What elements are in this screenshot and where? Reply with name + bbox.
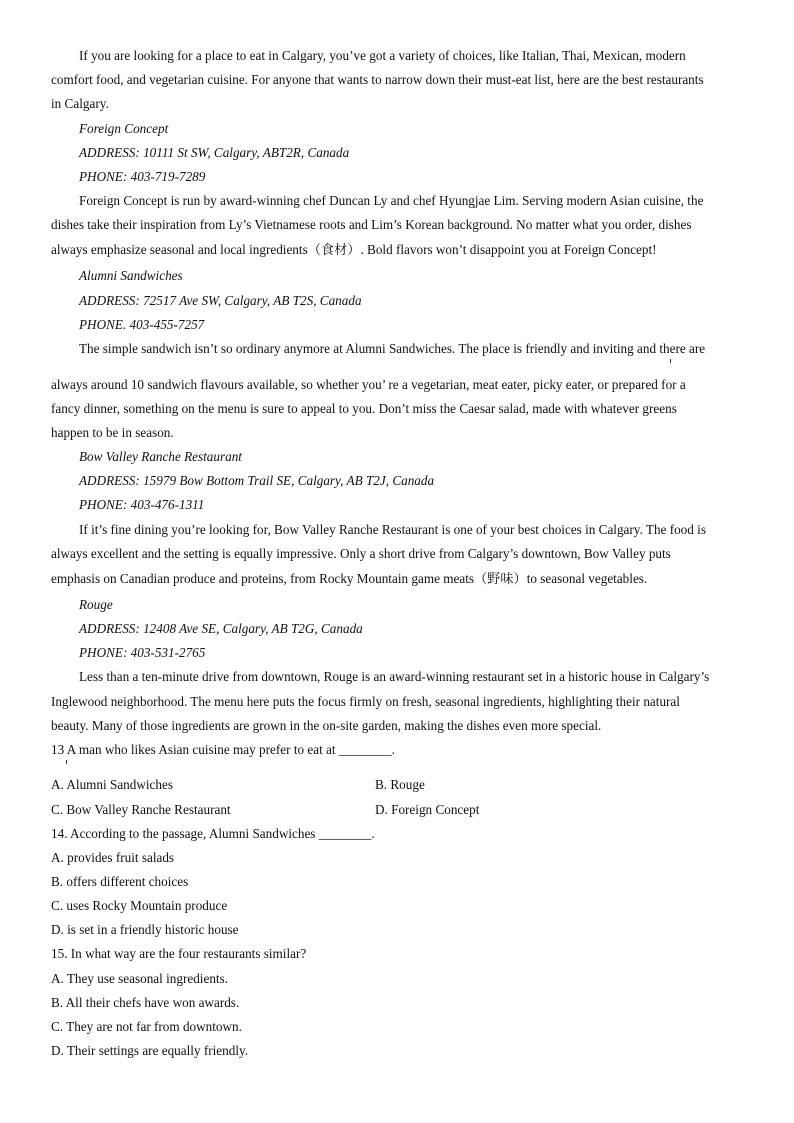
stray-comma-mark xyxy=(670,359,671,363)
restaurant-phone: PHONE. 403-455-7257 xyxy=(79,317,205,332)
answer-option[interactable]: C. uses Rocky Mountain produce xyxy=(51,898,228,913)
restaurant-description-line: Inglewood neighborhood. The menu here puts the focus firmly on fresh, seasonal ingredients, highlighting their natural xyxy=(51,694,680,709)
answer-option[interactable]: A. provides fruit salads xyxy=(51,850,175,865)
restaurant-description-line: Less than a ten-minute drive from downtown, Rouge is an award-winning restaurant set in a historic house in Calgary’s xyxy=(79,669,710,684)
answer-option[interactable]: A. They use seasonal ingredients. xyxy=(51,971,229,986)
question-stem: 14. According to the passage, Alumni Sandwiches ________. xyxy=(51,826,375,841)
stray-mark xyxy=(66,760,67,764)
restaurant-phone: PHONE: 403-719-7289 xyxy=(79,169,206,184)
question-stem: 13 A man who likes Asian cuisine may prefer to eat at ________. xyxy=(51,742,395,757)
answer-option[interactable]: D. Their settings are equally friendly. xyxy=(51,1043,249,1058)
answer-option[interactable]: B. offers different choices xyxy=(51,874,189,889)
restaurant-name: Rouge xyxy=(79,597,113,612)
restaurant-description-line: emphasis on Canadian produce and proteins, from Rocky Mountain game meats（野味）to seasonal vegetables. xyxy=(51,571,648,586)
restaurant-phone: PHONE: 403-531-2765 xyxy=(79,645,206,660)
question-stem: 15. In what way are the four restaurants similar? xyxy=(51,946,307,961)
restaurant-phone: PHONE: 403-476-1311 xyxy=(79,497,205,512)
answer-option[interactable]: A. Alumni Sandwiches xyxy=(51,777,173,792)
answer-option[interactable]: C. They are not far from downtown. xyxy=(51,1019,242,1034)
restaurant-address: ADDRESS: 12408 Ave SE, Calgary, AB T2G, Canada xyxy=(79,621,363,636)
restaurant-description-line: fancy dinner, something on the menu is sure to appeal to you. Don’t miss the Caesar salad, made with whatever greens xyxy=(51,401,677,416)
restaurant-description-line: happen to be in season. xyxy=(51,425,174,440)
intro-line: If you are looking for a place to eat in Calgary, you’ve got a variety of choices, like Italian, Thai, Mexican, modern xyxy=(79,48,686,63)
restaurant-description-line: beauty. Many of those ingredients are grown in the on-site garden, making the dishes even more special. xyxy=(51,718,602,733)
answer-option[interactable]: C. Bow Valley Ranche Restaurant xyxy=(51,802,231,817)
restaurant-address: ADDRESS: 15979 Bow Bottom Trail SE, Calgary, AB T2J, Canada xyxy=(79,473,435,488)
answer-option[interactable]: D. is set in a friendly historic house xyxy=(51,922,239,937)
restaurant-address: ADDRESS: 72517 Ave SW, Calgary, AB T2S, Canada xyxy=(79,293,362,308)
restaurant-address: ADDRESS: 10111 St SW, Calgary, ABT2R, Canada xyxy=(79,145,350,160)
restaurant-name: Alumni Sandwiches xyxy=(79,268,183,283)
intro-line: comfort food, and vegetarian cuisine. For anyone that wants to narrow down their must-eat list, here are the best restaurants xyxy=(51,72,704,87)
restaurant-description-line: always emphasize seasonal and local ingredients（食材）. Bold flavors won’t disappoint you at Foreign Concept! xyxy=(51,242,657,257)
restaurant-description-line: If it’s fine dining you’re looking for, Bow Valley Ranche Restaurant is one of your best choices in Calgary. The food is xyxy=(79,522,706,537)
restaurant-name: Bow Valley Ranche Restaurant xyxy=(79,449,242,464)
answer-option[interactable]: B. All their chefs have won awards. xyxy=(51,995,240,1010)
restaurant-description-line: The simple sandwich isn’t so ordinary anymore at Alumni Sandwiches. The place is friendly and inviting and there are xyxy=(79,341,706,356)
intro-line: in Calgary. xyxy=(51,96,109,111)
answer-option[interactable]: D. Foreign Concept xyxy=(375,802,480,817)
restaurant-description-line: dishes take their inspiration from Ly’s Vietnamese roots and Lim’s Korean background. No matter what you order, dishes xyxy=(51,217,692,232)
restaurant-name: Foreign Concept xyxy=(79,121,169,136)
restaurant-description-line: Foreign Concept is run by award-winning chef Duncan Ly and chef Hyungjae Lim. Serving modern Asian cuisine, the xyxy=(79,193,704,208)
restaurant-description-line: always excellent and the setting is equally impressive. Only a short drive from Calgary’s downtown, Bow Valley puts xyxy=(51,546,671,561)
answer-option[interactable]: B. Rouge xyxy=(375,777,425,792)
restaurant-description-line: always around 10 sandwich flavours available, so whether you’ re a vegetarian, meat eater, picky eater, or prepared for a xyxy=(51,377,686,392)
